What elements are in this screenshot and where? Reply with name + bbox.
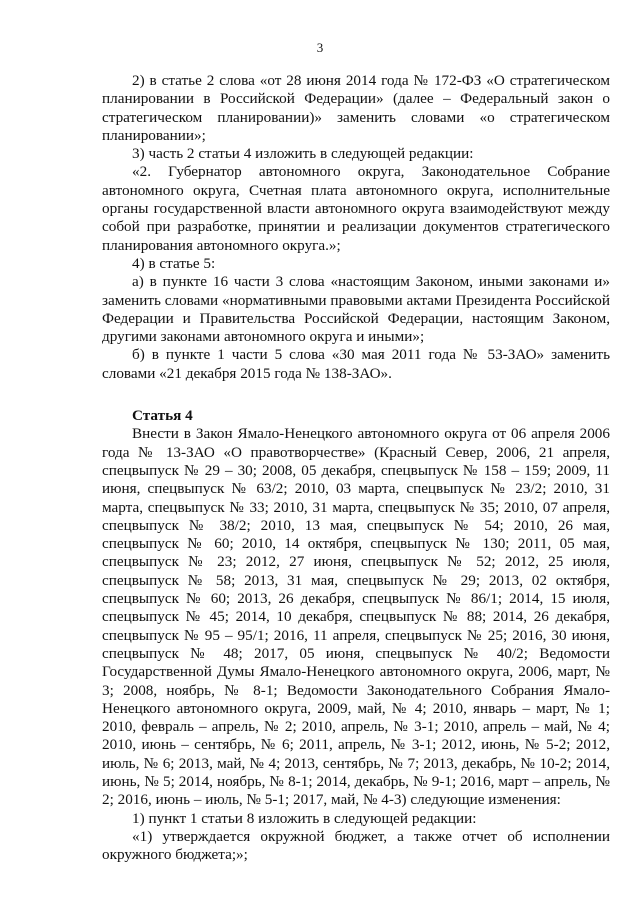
paragraph-article-4-text: «2. Губернатор автономного округа, Законодательное Собрание автономного округа, Счетная плата автономного округа, исполнительные органы государственной власти автономного округа взаимодействуют между собой при разработке, принятии и реализации документов стратегического планирования автономного округа.»;: [102, 163, 610, 254]
paragraph-article-5-a: а) в пункте 16 части 3 слова «настоящим Законом, иными законами и» заменить словами «нормативными правовыми актами Президента Российской Федерации и Правительства Российской Федерации, настоящим Законом, другими законами автономного округа и иными»;: [102, 273, 610, 346]
page-number: 3: [316, 40, 324, 55]
paragraph-item-1-text: «1) утверждается окружной бюджет, а также отчет об исполнении окружного бюджета;»;: [102, 827, 610, 864]
paragraph-amendment-intro: Внести в Закон Ямало-Ненецкого автономного округа от 06 апреля 2006 года № 13-ЗАО «О правотворчестве» (Красный Север, 2006, 21 апреля, спецвыпуск № 29 – 30; 2008, 05 декабря, спецвыпуск № 158 – 159; 2009, 11 июня, спецвыпуск № 63/2; 2010, 03 марта, спецвыпуск № 23/2; 2010, 31 марта, спецвыпуск № 33; 2010, 31 марта, спецвыпуск № 35; 2010, 07 апреля, спецвыпуск № 38/2; 2010, 13 мая, спецвыпуск № 54; 2010, 26 мая, спецвыпуск № 60; 2010, 14 октября, спецвыпуск № 130; 2011, 05 мая, спецвыпуск № 23; 2012, 27 июня, спецвыпуск № 52; 2012, 25 июля, спецвыпуск № 58; 2013, 31 мая, спецвыпуск № 29; 2013, 02 октября, спецвыпуск № 60; 2013, 26 декабря, спецвыпуск № 86/1; 2014, 15 июля, спецвыпуск № 45; 2014, 10 декабря, спецвыпуск № 88; 2014, 26 декабря, спецвыпуск № 95 – 95/1; 2016, 11 апреля, спецвыпуск № 25; 2016, 30 июня, спецвыпуск № 48; 2017, 05 июня, спецвыпуск № 40/2; Ведомости Государственной Думы Ямало-Ненецкого автономного округа, 2006, март, № 3; 2008, ноябрь, № 8-1; Ведомости Законодательного Собрания Ямало-Ненецкого автономного округа, 2009, май, № 4; 2010, январь – март, № 1; 2010, февраль – апрель, № 2; 2010, апрель, № 3-1; 2010, апрель – май, № 4; 2010, июнь – сентябрь, № 6; 2011, апрель, № 3-1; 2012, июнь, № 5-2; 2012, июль, № 6; 2013, май, № 4; 2013, сентябрь, № 7; 2013, декабрь, № 10-2; 2014, июнь, № 5; 2014, ноябрь, № 8-1; 2014, декабрь, № 9-1; 2016, март – апрель, № 2; 2016, июнь – июль, № 5-1; 2017, май, № 4-3) следующие изменения:: [102, 425, 610, 809]
article-heading: Статья 4: [132, 407, 193, 425]
section-gap: [102, 383, 610, 407]
paragraph-article-5-b: б) в пункте 1 части 5 слова «30 мая 2011 года № 53-ЗАО» заменить словами «21 декабря 2015 года № 138-ЗАО».: [102, 346, 610, 382]
paragraph-article-4-intro: 3) часть 2 статьи 4 изложить в следующей редакции:: [132, 145, 474, 163]
paragraph-article-5-intro: 4) в статье 5:: [132, 254, 216, 272]
paragraph-article-2-change: 2) в статье 2 слова «от 28 июня 2014 года № 172-ФЗ «О стратегическом планировании в Российской Федерации» (далее – Федеральный закон о стратегическом планировании)» заменить словами «о стратегическом планировании»;: [102, 72, 610, 144]
document-body: [102, 72, 610, 864]
paragraph-item-1-intro: 1) пункт 1 статьи 8 изложить в следующей редакции:: [132, 809, 477, 827]
